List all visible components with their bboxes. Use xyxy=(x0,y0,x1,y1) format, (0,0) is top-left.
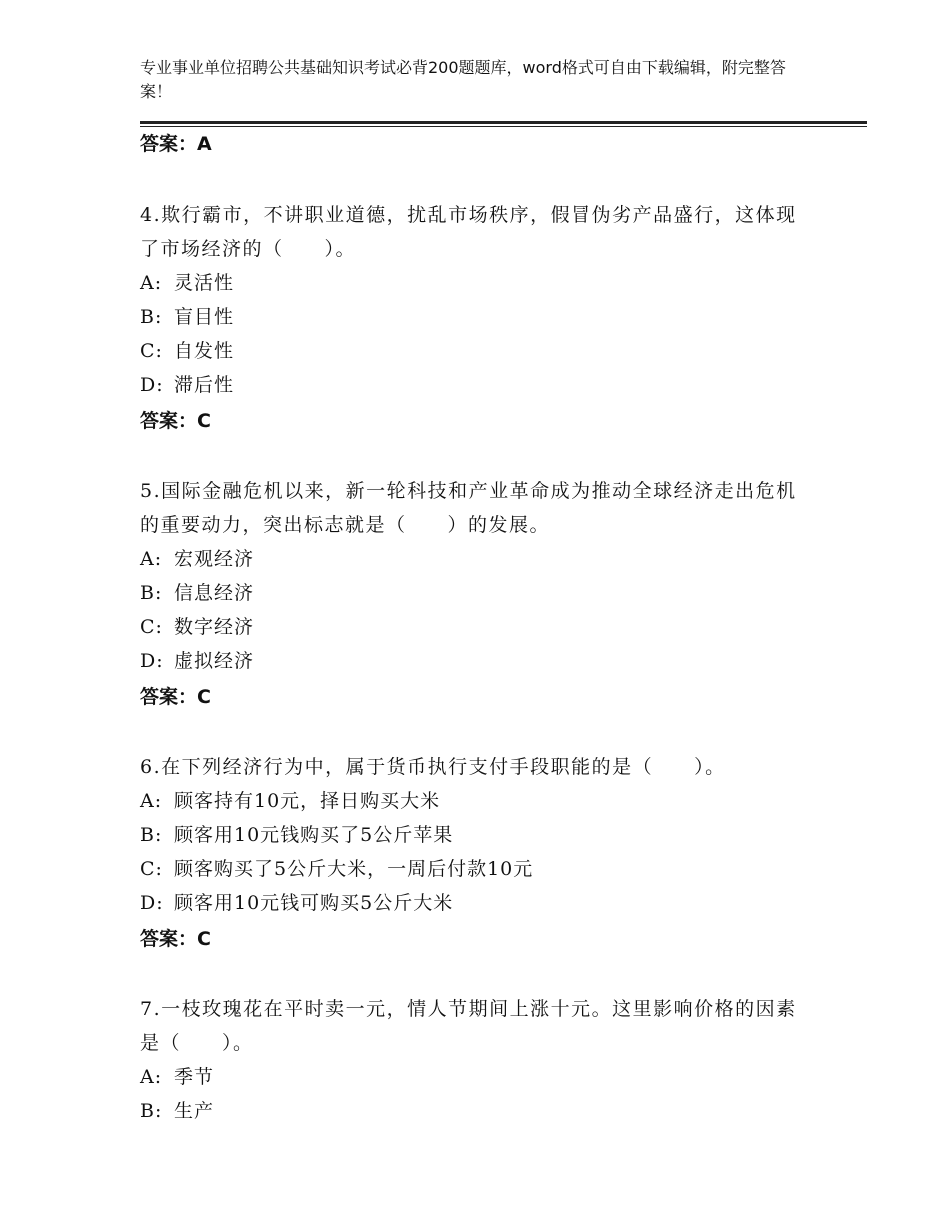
option-key: D: xyxy=(140,650,164,672)
option-key: B: xyxy=(140,1100,163,1122)
option-d xyxy=(140,886,810,920)
answer-label: 答案： xyxy=(140,686,198,708)
option-text: 顾客购买了5公斤大米，一周后付款10元 xyxy=(174,858,534,880)
answer-value: C xyxy=(197,928,211,950)
option-key: D: xyxy=(140,374,164,396)
answer-value: C xyxy=(197,686,211,708)
option-key: B: xyxy=(140,306,163,328)
option-a xyxy=(140,266,810,300)
header-rule-thin xyxy=(140,126,867,127)
question-7 xyxy=(140,992,810,1128)
option-key: A: xyxy=(140,272,163,294)
option-c xyxy=(140,334,810,368)
option-c xyxy=(140,610,810,644)
question-6 xyxy=(140,750,810,954)
option-key: D: xyxy=(140,892,164,914)
option-text: 顾客用10元钱可购买5公斤大米 xyxy=(174,892,454,914)
answer-label: 答案： xyxy=(140,410,198,432)
option-text: 虚拟经济 xyxy=(174,650,255,672)
page-header: 专业事业单位招聘公共基础知识考试必背200题题库，word格式可自由下载编辑，附完整答案！ xyxy=(140,58,786,101)
answer-value: A xyxy=(197,133,212,155)
option-text: 生产 xyxy=(174,1100,215,1122)
option-text: 盲目性 xyxy=(174,306,235,328)
question-stem: 7.一枝玫瑰花在平时卖一元，情人节期间上涨十元。这里影响价格的因素是（ ）。 xyxy=(140,998,797,1054)
option-d xyxy=(140,368,810,402)
option-text: 自发性 xyxy=(174,340,235,362)
answer-label: 答案： xyxy=(140,133,198,155)
option-key: C: xyxy=(140,616,163,638)
option-key: A: xyxy=(140,548,163,570)
option-d xyxy=(140,644,810,678)
option-text: 宏观经济 xyxy=(174,548,255,570)
option-text: 灵活性 xyxy=(174,272,235,294)
question-stem: 4.欺行霸市，不讲职业道德，扰乱市场秩序，假冒伪劣产品盛行，这体现了市场经济的（ ）。 xyxy=(140,204,797,260)
option-text: 滞后性 xyxy=(174,374,235,396)
document-content xyxy=(140,128,810,1128)
option-a xyxy=(140,784,810,818)
option-c xyxy=(140,852,810,886)
header-rule-thick xyxy=(140,121,867,124)
option-key: A: xyxy=(140,1066,163,1088)
answer-value: C xyxy=(197,410,211,432)
question-answer xyxy=(140,406,810,436)
top-answer xyxy=(140,129,810,159)
option-text: 季节 xyxy=(174,1066,215,1088)
question-stem: 5.国际金融危机以来，新一轮科技和产业革命成为推动全球经济走出危机的重要动力，突出标志就是（ ）的发展。 xyxy=(140,480,797,536)
option-text: 顾客用10元钱购买了5公斤苹果 xyxy=(174,824,454,846)
option-key: C: xyxy=(140,340,163,362)
option-key: A: xyxy=(140,790,163,812)
option-key: B: xyxy=(140,582,163,604)
option-b xyxy=(140,818,810,852)
answer-label: 答案： xyxy=(140,928,198,950)
question-stem: 6.在下列经济行为中，属于货币执行支付手段职能的是（ ）。 xyxy=(140,756,726,778)
option-text: 信息经济 xyxy=(174,582,255,604)
question-answer xyxy=(140,924,810,954)
option-key: C: xyxy=(140,858,163,880)
option-a xyxy=(140,542,810,576)
option-b xyxy=(140,1094,810,1128)
option-a xyxy=(140,1060,810,1094)
option-text: 顾客持有10元，择日购买大米 xyxy=(174,790,441,812)
question-answer xyxy=(140,682,810,712)
option-b xyxy=(140,576,810,610)
option-b xyxy=(140,300,810,334)
option-text: 数字经济 xyxy=(174,616,255,638)
question-4 xyxy=(140,198,810,436)
question-5 xyxy=(140,474,810,712)
option-key: B: xyxy=(140,824,163,846)
